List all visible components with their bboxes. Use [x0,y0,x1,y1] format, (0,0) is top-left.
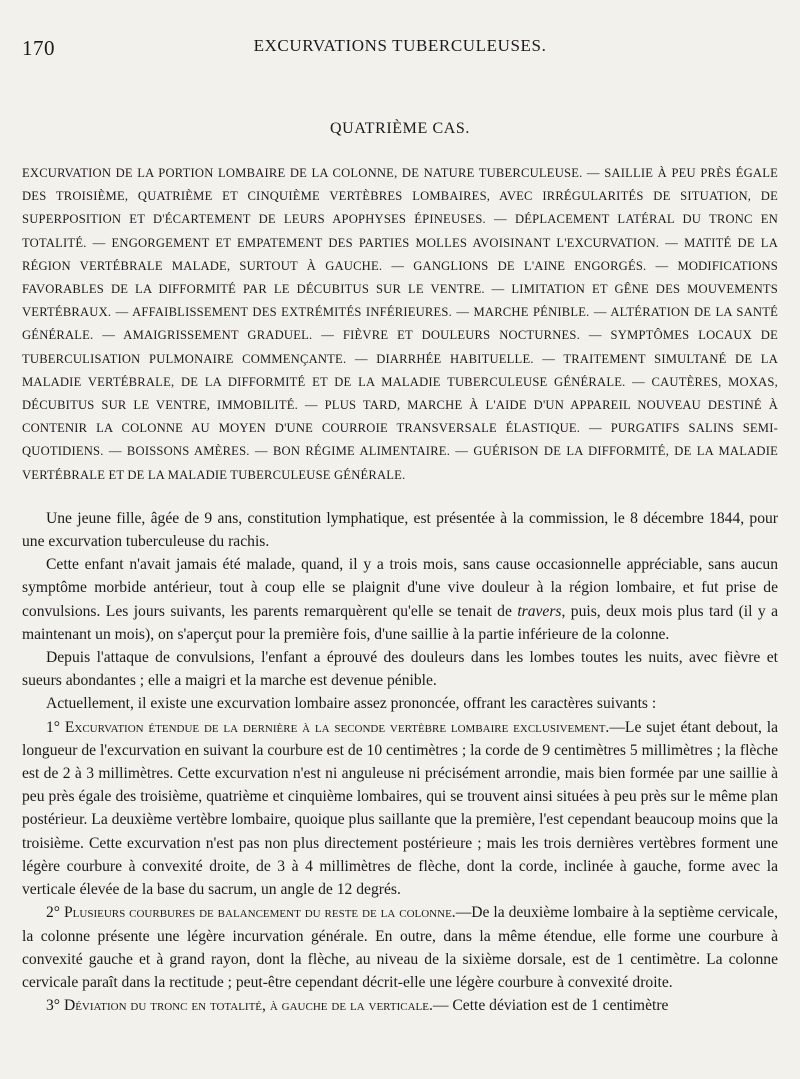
case-title: QUATRIÈME CAS. [330,120,470,137]
paragraph-history: Cette enfant n'avait jamais été malade, quand, il y a trois mois, sans cause occasionnelle appréciable, sans aucun symptôme morbide antérieur, tout à coup elle se plaignit d'une vive douleur à la région lombaire, et fut prise de convulsions. Les jours suivants, les parents remarquèrent qu'elle se tenait de travers, puis, deux mois plus tard (il y a maintenant un mois), on s'aperçut pour la première fois, d'une saillie à la partie inférieure de la colonne. [22,556,778,643]
body-text [22,507,778,1017]
paragraph-item-2: 2° Plusieurs courbures de balancement du reste de la colonne.—De la deuxième lombaire à la septième cervicale, la colonne présente une légère incurvation générale. En outre, dans la même étendue, elle forme une courbure à convexité gauche et à grand rayon, dont la flèche, au niveau de la sixième dorsale, est de 1 centimètre. La colonne cervicale paraît dans la rectitude ; peut-être cependant décrit-elle une légère courbure à convexité droite. [22,904,778,991]
item-2-heading: Plusieurs courbures de balancement du reste de la colonne. [63,904,456,922]
case-summary: EXCURVATION DE LA PORTION LOMBAIRE DE LA COLONNE, DE NATURE TUBERCULEUSE. — SAILLIE À PEU PRÈS ÉGALE DES TROISIÈME, QUATRIÈME ET CINQUIÈME VERTÈBRES LOMBAIRES, AVEC IRRÉGULARITÉS DE SITUATION, DE SUPERPOSITION ET D'ÉCARTEMENT DE LEURS APOPHYSES ÉPINEUSES. — DÉPLACEMENT LATÉRAL DU TRONC EN TOTALITÉ. — ENGORGEMENT ET EMPATEMENT DES PARTIES MOLLES AVOISINANT L'EXCURVATION. — MATITÉ DE LA RÉGION VERTÉBRALE MALADE, SURTOUT À GAUCHE. — GANGLIONS DE L'AINE ENGORGÉS. — MODIFICATIONS FAVORABLES DE LA DIFFORMITÉ PAR LE DÉCUBITUS SUR LE VENTRE. — LIMITATION ET GÊNE DES MOUVEMENTS VERTÉBRAUX. — AFFAIBLISSEMENT DES EXTRÉMITÉS INFÉRIEURES. — MARCHE PÉNIBLE. — ALTÉRATION DE LA SANTÉ GÉNÉRALE. — AMAIGRISSEMENT GRADUEL. — FIÈVRE ET DOULEURS NOCTURNES. — SYMPTÔMES LOCAUX DE TUBERCULISATION PULMONAIRE COMMENÇANTE. — DIARRHÉE HABITUELLE. — TRAITEMENT SIMULTANÉ DE LA MALADIE VERTÉBRALE, DE LA DIFFORMITÉ ET DE LA MALADIE TUBERCULEUSE GÉNÉRALE. — CAUTÈRES, MOXAS, DÉCUBITUS SUR LE VENTRE, IMMOBILITÉ. — PLUS TARD, MARCHE À L'AIDE D'UN APPAREIL NOUVEAU DESTINÉ À CONTENIR LA COLONNE AU MOYEN D'UNE COURROIE TRANSVERSALE ÉLASTIQUE. — PURGATIFS SALINS SEMI-QUOTIDIENS. — BOISSONS AMÈRES. — BON RÉGIME ALIMENTAIRE. — GUÉRISON DE LA DIFFORMITÉ, DE LA MALADIE VERTÉBRALE ET DE LA MALADIE TUBERCULEUSE GÉNÉRALE. [22,166,778,482]
italic-word: travers [517,602,562,620]
page-number: 170 [22,36,55,60]
running-title: EXCURVATIONS TUBERCULEUSES. [253,36,547,55]
paragraph-item-1: 1° Excurvation étendue de la dernière à la seconde vertèbre lombaire exclusivement.—Le sujet étant debout, la longueur de l'excurvation en suivant la courbure est de 10 centimètres ; la corde de 9 centimètres 5 millimètres ; la flèche est de 2 à 3 millimètres. Cette excurvation n'est ni anguleuse ni précisément arrondie, mais bien formée par une saillie à peu près égale des troisième, quatrième et cinquième lombaires, qui se trouvent ainsi situées à peu près sur le même plan postérieur. La deuxième vertèbre lombaire, quoique plus saillante que la première, l'est cependant beaucoup moins que la troisième. Cette excurvation n'est pas non plus directement postérieure ; mais les trois dernières vertèbres forment une légère courbure à convexité droite, de 3 à 4 millimètres de flèche, dont la corde, inclinée à gauche, forme avec la verticale élevée de la base du sacrum, un angle de 12 degrés. [22,718,778,899]
page-header [22,32,778,62]
item-3-heading: Déviation du tronc en totalité, à gauche de la verticale. [63,997,433,1015]
paragraph-symptoms: Depuis l'attaque de convulsions, l'enfant a éprouvé des douleurs dans les lombes toutes les nuits, avec fièvre et sueurs abondantes ; elle a maigri et la marche est devenue pénible. [22,649,778,690]
paragraph-current-state: Actuellement, il existe une excurvation lombaire assez prononcée, offrant les caractères suivants : [46,695,657,713]
paragraph-item-3: 3° Déviation du tronc en totalité, à gauche de la verticale.— Cette déviation est de 1 centimètre [46,997,669,1015]
item-1-heading: Excurvation étendue de la dernière à la seconde vertèbre lombaire exclusivement. [64,718,610,736]
paragraph-presentation: Une jeune fille, âgée de 9 ans, constitution lymphatique, est présentée à la commission, le 8 décembre 1844, pour une excurvation tuberculeuse du rachis. [22,509,778,551]
